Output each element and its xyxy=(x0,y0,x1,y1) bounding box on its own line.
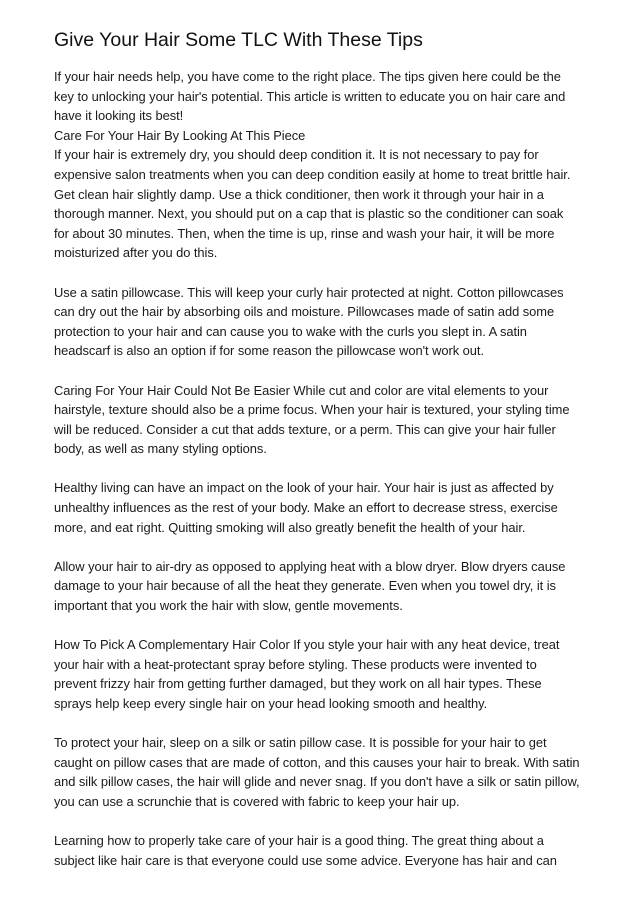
text-line: Care For Your Hair By Looking At This Piece xyxy=(54,127,306,143)
paragraph xyxy=(54,635,594,713)
text-line: expensive salon treatments when you can deep condition easily at home to treat brittle hair. xyxy=(54,166,571,182)
text-line: for about 30 minutes. Then, when the time is up, rinse and wash your hair, it will be more xyxy=(54,225,555,241)
text-line: sprays help keep every single hair on your head looking smooth and healthy. xyxy=(54,696,488,711)
text-line: unhealthy influences as the rest of your body. Make an effort to decrease stress, exercise xyxy=(54,500,558,516)
text-line: moisturized after you do this. xyxy=(54,245,218,261)
text-line: important that you work the hair with slow, gentle movements. xyxy=(54,598,403,614)
text-line: Healthy living can have an impact on the look of your hair. Your hair is just as affected by xyxy=(54,480,554,496)
document-title: Give Your Hair Some TLC With These Tips xyxy=(54,29,423,51)
text-line: body, as well as many styling options. xyxy=(54,441,267,457)
text-line: thorough manner. Next, you should put on a cap that is plastic so the conditioner can soak xyxy=(54,206,564,222)
text-line: protection to your hair and can cause you to wake with the curls you slept in. A satin xyxy=(54,323,527,339)
paragraph xyxy=(54,67,594,126)
text-line: If your hair needs help, you have come to the right place. The tips given here could be the xyxy=(54,69,561,84)
text-line: subject like hair care is that everyone could use some advice. Everyone has hair and can xyxy=(54,852,557,868)
text-line: To protect your hair, sleep on a silk or satin pillow case. It is possible for your hair to get xyxy=(54,735,547,751)
text-line: can dry out the hair by absorbing oils and moisture. Pillowcases made of satin add some xyxy=(54,304,555,320)
text-line: have it looking its best! xyxy=(54,108,184,124)
text-line: Caring For Your Hair Could Not Be Easier While cut and color are vital elements to your xyxy=(54,382,549,398)
text-line: you can use a scrunchie that is covered with fabric to keep your hair up. xyxy=(54,793,460,809)
text-line: and silk pillow cases, the hair will glide and never snag. If you don't have a silk or satin pillow, xyxy=(54,774,580,790)
text-line: Use a satin pillowcase. This will keep your curly hair protected at night. Cotton pillowcases xyxy=(54,284,564,300)
paragraph xyxy=(54,733,594,811)
paragraph xyxy=(54,126,594,146)
text-line: hairstyle, texture should also be a prime focus. When your hair is textured, your styling time xyxy=(54,402,570,418)
paragraph xyxy=(54,145,594,263)
text-line: your hair with a heat-protectant spray before styling. These products were invented to xyxy=(54,656,537,672)
text-line: key to unlocking your hair's potential. This article is written to educate you on hair care and xyxy=(54,88,566,104)
paragraph xyxy=(54,283,594,361)
text-line: Learning how to properly take care of your hair is a good thing. The great thing about a xyxy=(54,833,544,849)
text-line: If your hair is extremely dry, you should deep condition it. It is not necessary to pay for xyxy=(54,147,539,163)
text-line: How To Pick A Complementary Hair Color If you style your hair with any heat device, treat xyxy=(54,637,560,653)
paragraph xyxy=(54,557,594,616)
paragraph xyxy=(54,381,594,459)
text-line: prevent frizzy hair from getting further damaged, but they work on all hair types. These xyxy=(54,676,542,692)
text-line: caught on pillow cases that are made of cotton, and this causes your hair to break. With satin xyxy=(54,754,580,770)
text-line: Get clean hair slightly damp. Use a thick conditioner, then work it through your hair in a xyxy=(54,186,544,202)
text-line: will be reduced. Consider a cut that adds texture, or a perm. This can give your hair fuller xyxy=(54,421,556,437)
paragraph xyxy=(54,478,594,537)
text-line: Allow your hair to air-dry as opposed to applying heat with a blow dryer. Blow dryers cause xyxy=(54,558,566,574)
text-line: damage to your hair because of all the heat they generate. Even when you towel dry, it is xyxy=(54,578,556,594)
text-line: headscarf is also an option if for some reason the pillowcase won't work out. xyxy=(54,343,484,359)
text-line: more, and eat right. Quitting smoking will also greatly benefit the health of your hair. xyxy=(54,519,526,535)
document-body xyxy=(54,67,594,870)
paragraph xyxy=(54,831,594,870)
